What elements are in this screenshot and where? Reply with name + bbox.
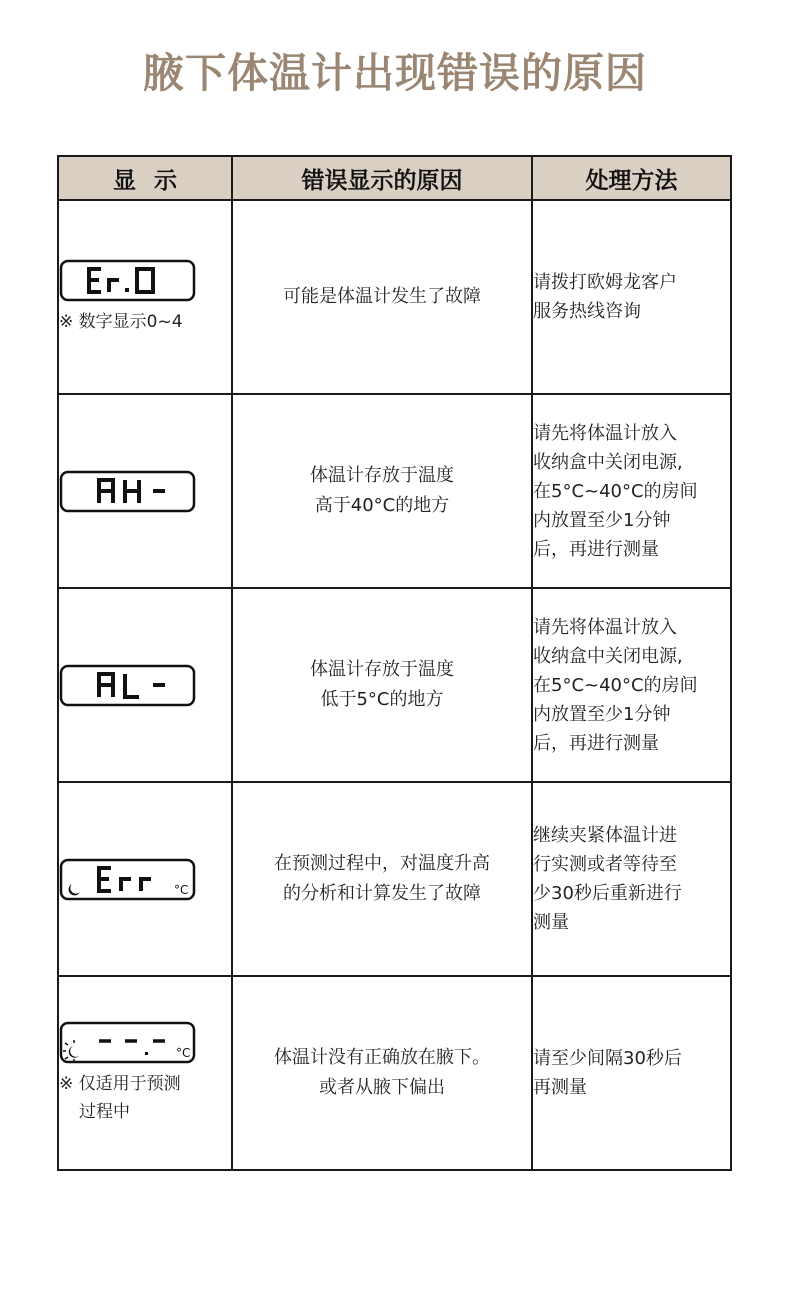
fix-cell: 请先将体温计放入 收纳盒中关闭电源, 在5°C~40°C的房间 内放置至少1分钟 后，再进行测量 bbox=[532, 394, 731, 588]
display-cell bbox=[58, 394, 232, 588]
fix-cell: 继续夹紧体温计进 行实测或者等待至 少30秒后重新进行 测量 bbox=[532, 782, 731, 976]
fix-cell: 请先将体温计放入 收纳盒中关闭电源, 在5°C~40°C的房间 内放置至少1分钟 后，再进行测量 bbox=[532, 588, 731, 782]
fix-cell: 请拨打欧姆龙客户 服务热线咨询 bbox=[532, 200, 731, 394]
table-row bbox=[58, 394, 731, 588]
header-fix: 处理方法 bbox=[532, 156, 731, 200]
reason-cell: 可能是体温计发生了故障 bbox=[232, 200, 532, 394]
header-reason: 错误显示的原因 bbox=[232, 156, 532, 200]
table-row bbox=[58, 588, 731, 782]
display-cell bbox=[58, 976, 232, 1170]
svg-text:°C: °C bbox=[174, 882, 189, 897]
lcd-er0-icon bbox=[59, 259, 196, 302]
lcd-ah-icon bbox=[59, 470, 196, 513]
error-table bbox=[57, 155, 732, 1171]
table-row bbox=[58, 976, 731, 1170]
reason-cell: 体温计没有正确放在腋下。 或者从腋下偏出 bbox=[232, 976, 532, 1170]
display-cell bbox=[58, 588, 232, 782]
display-cell bbox=[58, 200, 232, 394]
lcd-err-icon bbox=[59, 858, 196, 901]
lcd-al-icon bbox=[59, 664, 196, 707]
fix-cell: 请至少间隔30秒后 再测量 bbox=[532, 976, 731, 1170]
page-title: 腋下体温计出现错误的原因 bbox=[143, 49, 647, 97]
reason-cell: 体温计存放于温度 高于40°C的地方 bbox=[232, 394, 532, 588]
display-cell bbox=[58, 782, 232, 976]
display-note: ※ 数字显示0~4 bbox=[59, 311, 183, 332]
svg-text:°C: °C bbox=[176, 1045, 191, 1060]
table-row bbox=[58, 200, 731, 394]
lcd-dashes-icon bbox=[59, 1021, 196, 1064]
header-display: 显示 bbox=[58, 156, 232, 200]
reason-cell: 在预测过程中，对温度升高 的分析和计算发生了故障 bbox=[232, 782, 532, 976]
table-header-row bbox=[58, 156, 731, 200]
reason-cell: 体温计存放于温度 低于5°C的地方 bbox=[232, 588, 532, 782]
table-row bbox=[58, 782, 731, 976]
display-note: ※ 仅适用于预测 过程中 bbox=[59, 1073, 181, 1122]
